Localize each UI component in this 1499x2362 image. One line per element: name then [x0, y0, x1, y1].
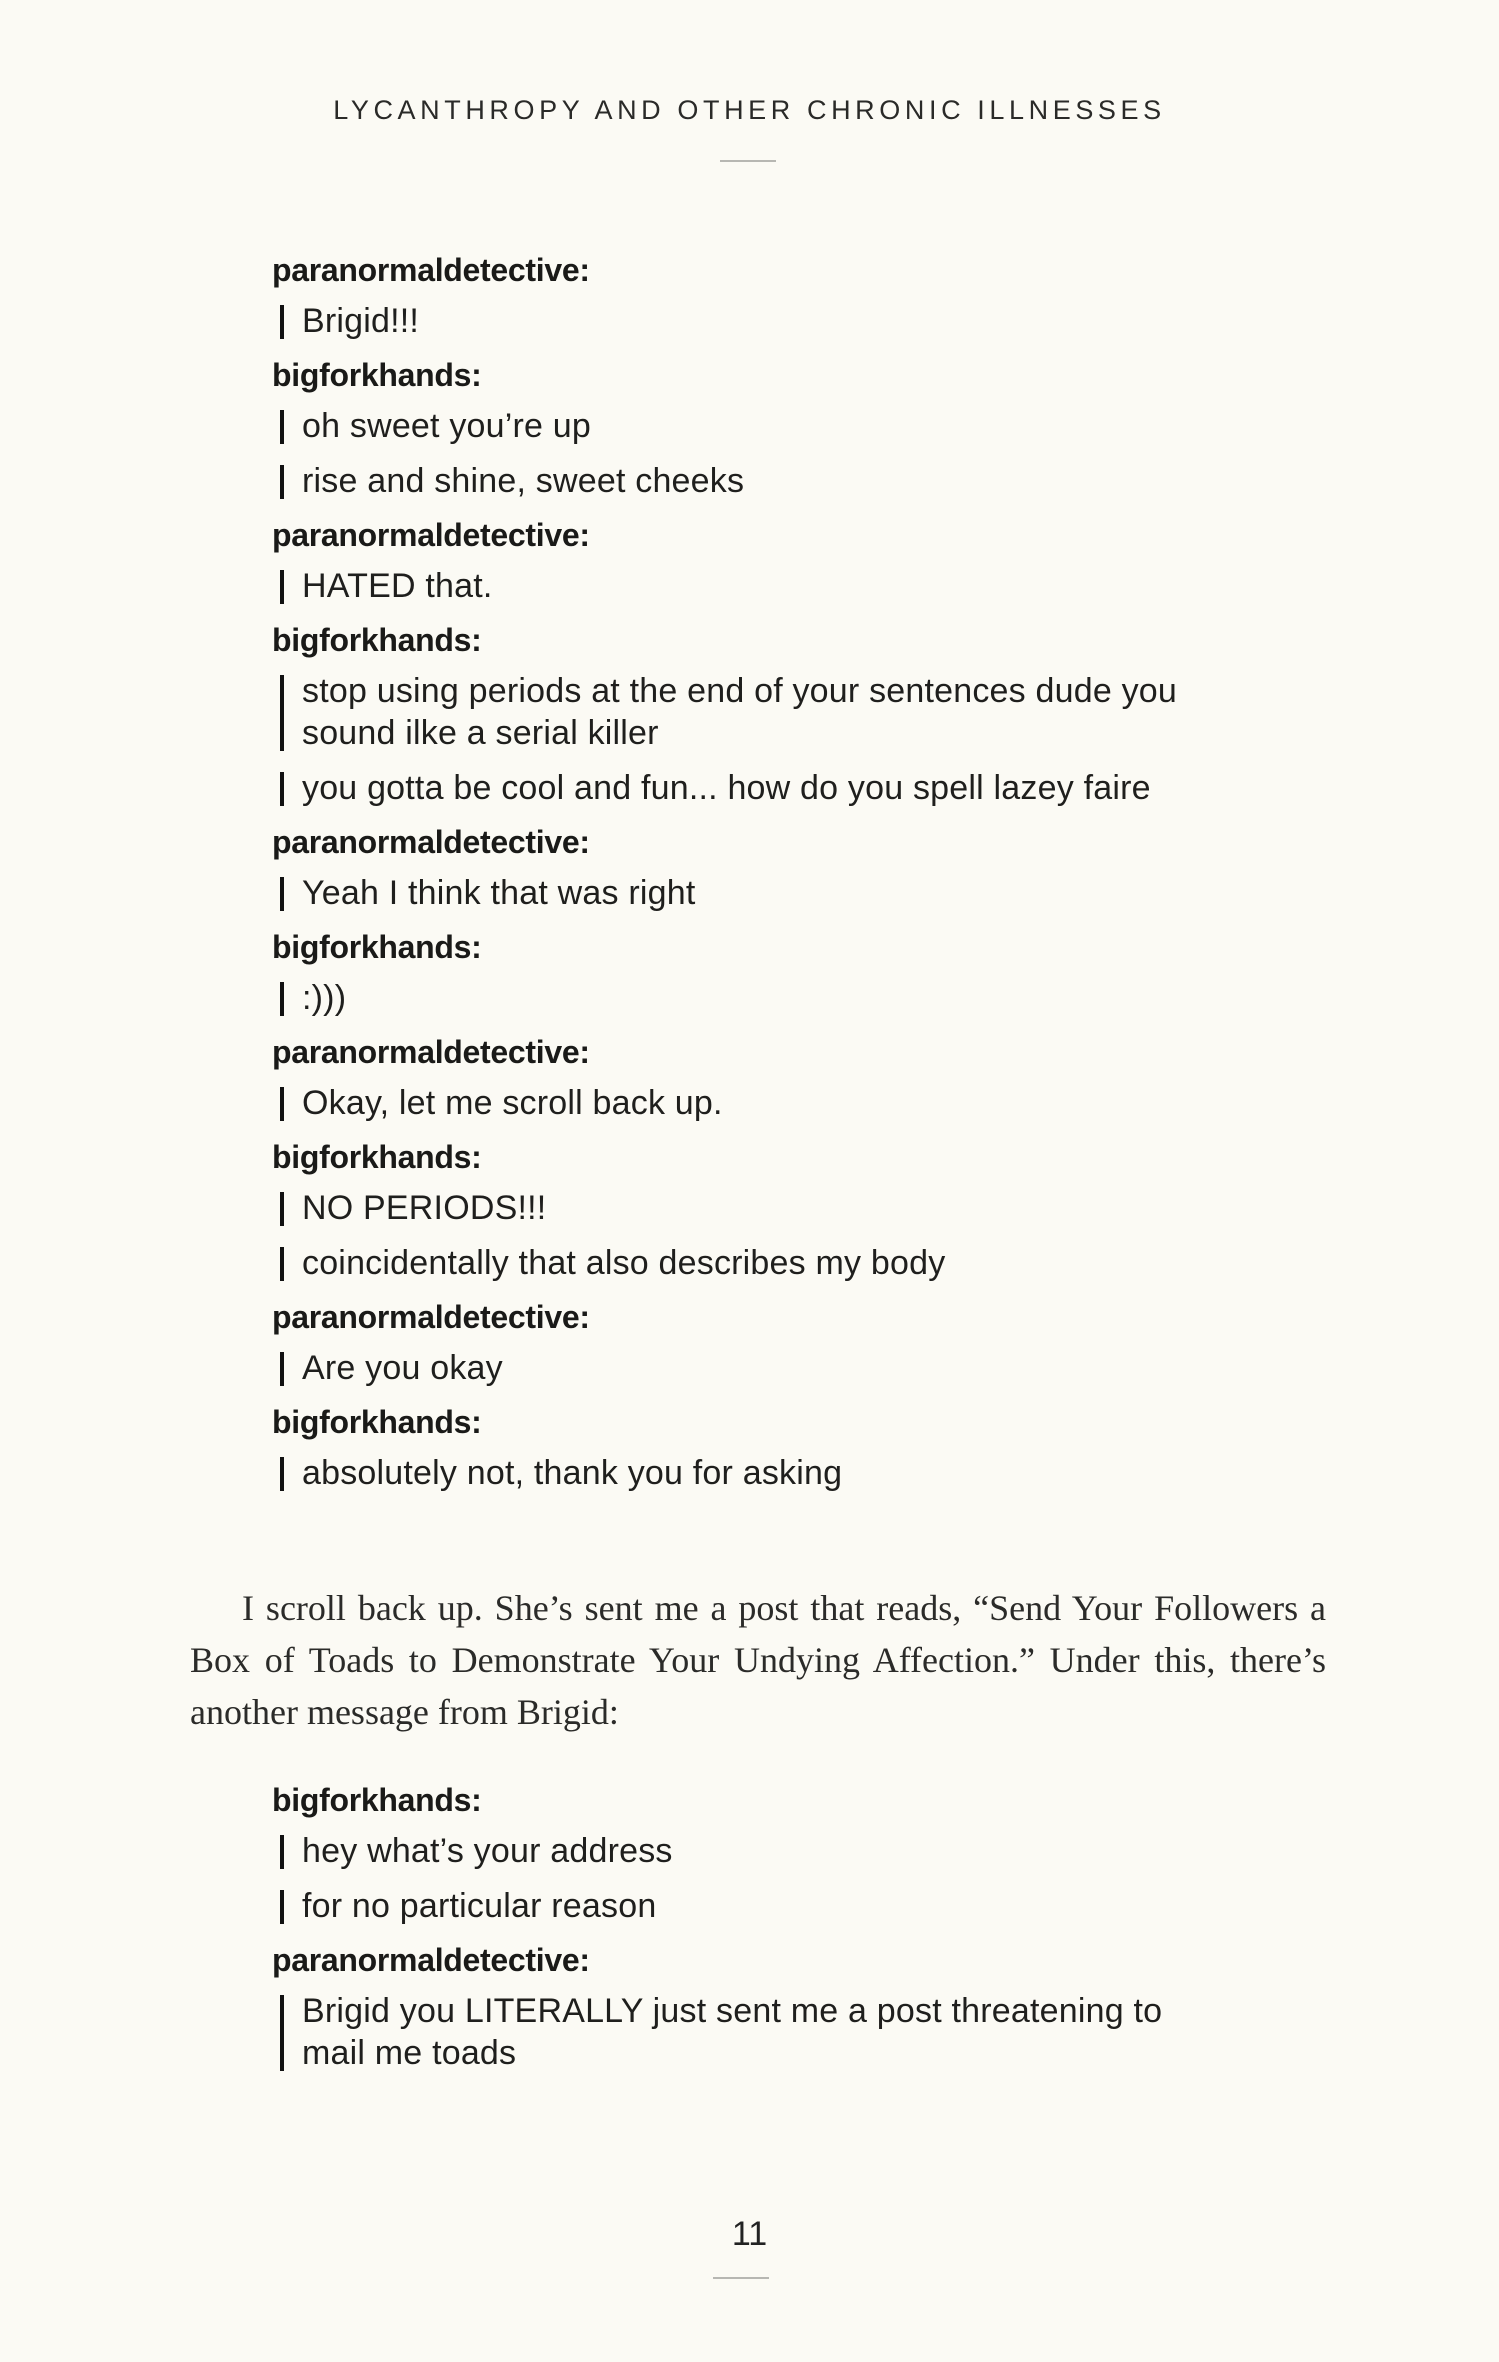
- chat-message: [280, 460, 1232, 502]
- chat-message: [280, 1452, 1232, 1494]
- chat-message-text: :))): [302, 979, 347, 1017]
- chat-message: [280, 670, 1232, 754]
- narrative-paragraph: I scroll back up. She’s sent me a post that reads, “Send Your Followers a Box of Toads to Demonstrate Your Undying Affection.” Under this, there’s another message from Brigid:: [190, 1588, 1326, 1732]
- message-bar: [280, 982, 284, 1016]
- chat-message: [280, 1187, 1232, 1229]
- chat-message-text: Brigid!!!: [302, 302, 420, 340]
- chat-message: [280, 405, 1232, 447]
- chat-speaker-name: bigforkhands:: [272, 1139, 482, 1175]
- chat-speaker-name: bigforkhands:: [272, 357, 482, 393]
- chat-message-text: HATED that.: [302, 567, 493, 605]
- chat-speaker-name: paranormaldetective:: [272, 1299, 590, 1335]
- chat-message: [280, 565, 1232, 607]
- chat-speaker-name: paranormaldetective:: [272, 1034, 590, 1070]
- chat-message-text: coincidentally that also describes my body: [302, 1244, 946, 1282]
- header-rule: [720, 160, 776, 162]
- chat-speaker-name: paranormaldetective:: [272, 1942, 590, 1978]
- chat-message-text: NO PERIODS!!!: [302, 1189, 547, 1227]
- message-bar: [280, 1890, 284, 1924]
- page-number: 11: [731, 2215, 768, 2253]
- chat-speaker-name: bigforkhands:: [272, 622, 482, 658]
- chat-message-text: stop using periods at the end of your sentences dude you sound ilke a serial killer: [302, 672, 1178, 752]
- running-header: LYCANTHROPY AND OTHER CHRONIC ILLNESSES: [333, 95, 1166, 125]
- chat-message: [280, 1347, 1232, 1389]
- chat-speaker-name: paranormaldetective:: [272, 252, 590, 288]
- message-bar: [280, 1087, 284, 1121]
- message-bar: [280, 305, 284, 339]
- chat-message-text: oh sweet you’re up: [302, 407, 591, 445]
- message-bar: [280, 877, 284, 911]
- chat-speaker-name: paranormaldetective:: [272, 517, 590, 553]
- chat-message-text: Are you okay: [302, 1349, 503, 1387]
- message-bar: [280, 1352, 284, 1386]
- chat-log-2: [272, 1770, 1272, 2087]
- chat-message: [280, 1242, 1232, 1284]
- chat-message-text: hey what’s your address: [302, 1832, 673, 1870]
- message-bar: [280, 1835, 284, 1869]
- chat-message: [280, 977, 1232, 1019]
- chat-message: [280, 1990, 1232, 2074]
- chat-speaker-name: bigforkhands:: [272, 1782, 482, 1818]
- chat-message-text: Okay, let me scroll back up.: [302, 1084, 723, 1122]
- chat-message-text: absolutely not, thank you for asking: [302, 1454, 843, 1492]
- chat-message-text: you gotta be cool and fun... how do you spell lazey faire: [302, 769, 1151, 807]
- chat-speaker-name: paranormaldetective:: [272, 824, 590, 860]
- message-bar: [280, 570, 284, 604]
- chat-message: [280, 1082, 1232, 1124]
- message-bar: [280, 410, 284, 444]
- chat-message-text: for no particular reason: [302, 1887, 657, 1925]
- chat-message: [280, 872, 1232, 914]
- message-bar: [280, 675, 284, 751]
- message-bar: [280, 772, 284, 806]
- footer-rule: [713, 2277, 769, 2279]
- chat-speaker-name: bigforkhands:: [272, 929, 482, 965]
- chat-message: [280, 1830, 1232, 1872]
- chat-message-text: Brigid you LITERALLY just sent me a post threatening to mail me toads: [302, 1992, 1163, 2072]
- chat-message-text: Yeah I think that was right: [302, 874, 696, 912]
- message-bar: [280, 1457, 284, 1491]
- chat-message: [280, 767, 1232, 809]
- chat-message-text: rise and shine, sweet cheeks: [302, 462, 745, 500]
- message-bar: [280, 465, 284, 499]
- chat-speaker-name: bigforkhands:: [272, 1404, 482, 1440]
- chat-message: [280, 300, 1232, 342]
- message-bar: [280, 1247, 284, 1281]
- message-bar: [280, 1995, 284, 2071]
- chat-message: [280, 1885, 1232, 1927]
- message-bar: [280, 1192, 284, 1226]
- chat-log-1: [272, 240, 1272, 1507]
